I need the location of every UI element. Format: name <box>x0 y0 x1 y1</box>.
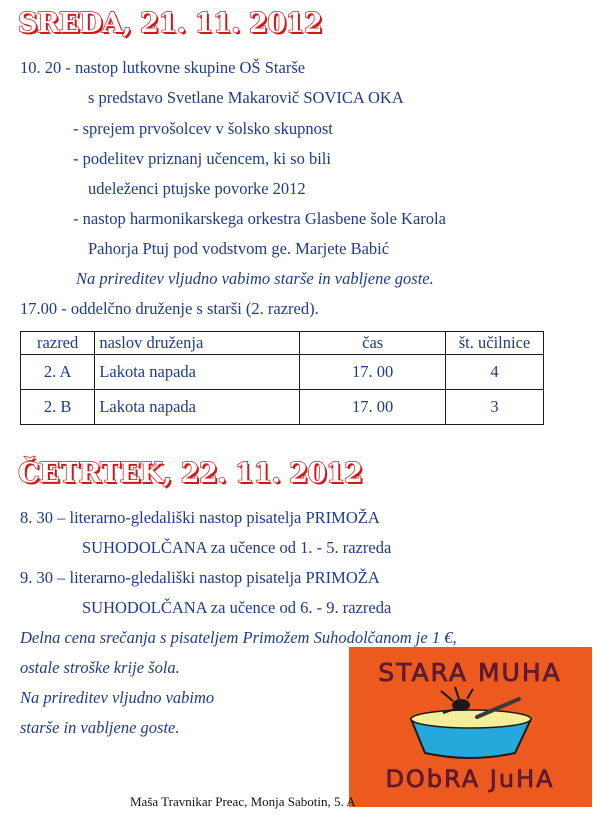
cell-cas: 17. 00 <box>300 355 446 390</box>
artwork-top-text: STARA MUHA <box>378 658 562 687</box>
invite-line-1: Na prireditev vljudno vabimo <box>20 688 215 707</box>
header-razred: razred <box>21 332 95 355</box>
line-1: 10. 20 - nastop lutkovne skupine OŠ Starše <box>20 58 306 77</box>
thu-line-3: 9. 30 – literarno-gledališki nastop pisatelja PRIMOŽA <box>20 568 380 587</box>
invitation-line: Na prireditev vljudno vabimo starše in vabljene goste. <box>76 269 434 288</box>
cell-naslov: Lakota napada <box>95 355 300 390</box>
header-ucilnica: št. učilnice <box>446 332 544 355</box>
line-7: Pahorja Ptuj pod vodstvom ge. Marjete Babić <box>88 239 390 258</box>
thu-line-2: SUHODOLČANA za učence od 1. - 5. razreda <box>82 538 392 557</box>
costs-line: ostale stroške krije šola. <box>20 658 180 677</box>
table-row <box>21 390 544 425</box>
cell-razred: 2. B <box>21 390 95 425</box>
cell-naslov: Lakota napada <box>95 390 300 425</box>
cell-ucilnica: 4 <box>446 355 544 390</box>
line-5: udeleženci ptujske povorke 2012 <box>88 179 306 198</box>
artwork-bottom-text: DObRA JuHA <box>385 765 555 793</box>
cell-ucilnica: 3 <box>446 390 544 425</box>
invite-line-2: starše in vabljene goste. <box>20 718 180 737</box>
table-row <box>21 355 544 390</box>
afternoon-line: 17.00 - oddelčno druženje s starši (2. razred). <box>20 299 319 318</box>
thu-line-1: 8. 30 – literarno-gledališki nastop pisatelja PRIMOŽA <box>20 508 380 527</box>
soup-artwork <box>349 647 592 807</box>
credit-line: Maša Travnikar Preac, Monja Sabotin, 5. A <box>130 794 356 809</box>
schedule-table <box>20 331 544 425</box>
thu-line-4: SUHODOLČANA za učence od 6. - 9. razreda <box>82 598 392 617</box>
table-header-row <box>21 332 544 355</box>
heading-cetrtek: ČETRTEK, 22. 11. 2012 <box>18 458 363 489</box>
line-3: - sprejem prvošolcev v šolsko skupnost <box>73 119 333 138</box>
line-2: s predstavo Svetlane Makarovič SOVICA OKA <box>88 88 404 107</box>
header-naslov: naslov druženja <box>95 332 300 355</box>
price-line: Delna cena srečanja s pisateljem Primožem Suhodolčanom je 1 €, <box>20 628 457 647</box>
line-6: - nastop harmonikarskega orkestra Glasbene šole Karola <box>73 209 446 228</box>
line-4: - podelitev priznanj učencem, ki so bili <box>73 149 331 168</box>
heading-sreda: SREDA, 21. 11. 2012 <box>18 8 323 39</box>
cell-cas: 17. 00 <box>300 390 446 425</box>
cell-razred: 2. A <box>21 355 95 390</box>
header-cas: čas <box>300 332 446 355</box>
soup-drawing <box>349 647 592 807</box>
